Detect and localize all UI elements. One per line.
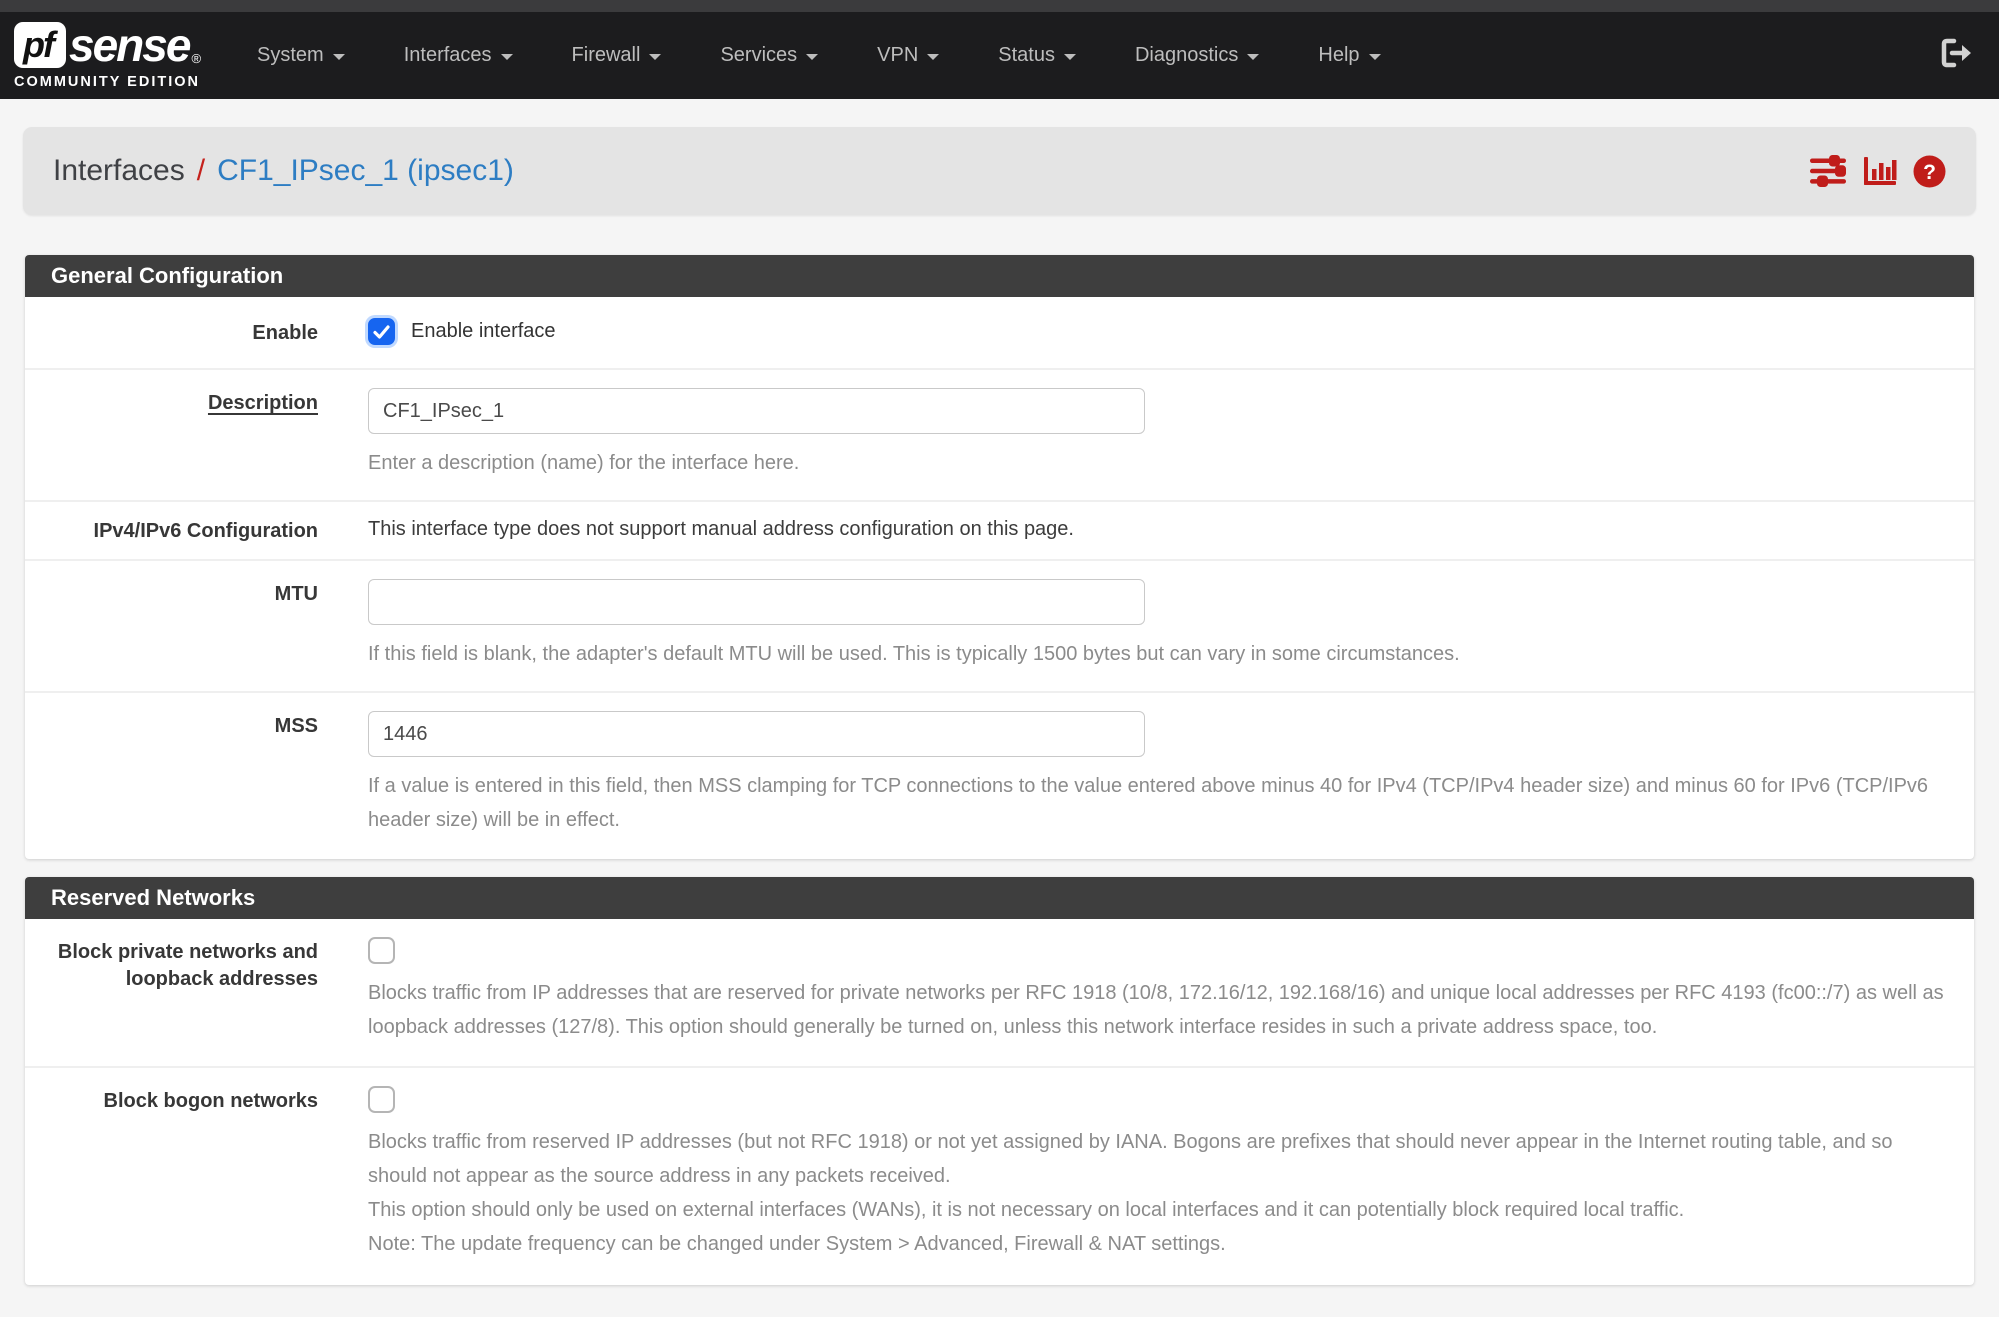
- nav-item-label: Help: [1318, 44, 1360, 66]
- chevron-down-icon: [1247, 54, 1259, 60]
- enable-interface-checkbox[interactable]: [368, 318, 395, 345]
- block-bogon-networks-checkbox[interactable]: [368, 1086, 395, 1113]
- pf-logo-box: [14, 22, 66, 68]
- nav-item-diagnostics[interactable]: [1135, 44, 1259, 67]
- enable-label: Enable: [252, 322, 318, 344]
- community-edition-label: COMMUNITY EDITION: [14, 73, 200, 90]
- block-bogon-networks-label: Block bogon networks: [103, 1090, 318, 1112]
- mtu-label: MTU: [274, 583, 318, 605]
- nav-item-help[interactable]: [1318, 44, 1380, 67]
- nav-item-label: Interfaces: [403, 44, 492, 66]
- row-mtu: [25, 561, 1974, 693]
- panel-body: [25, 919, 1974, 1285]
- sliders-icon[interactable]: [1809, 155, 1847, 187]
- breadcrumb-page-link[interactable]: CF1_IPsec_1 (ipsec1): [217, 154, 514, 187]
- description-input[interactable]: [368, 388, 1145, 434]
- breadcrumb-separator: /: [196, 154, 206, 187]
- breadcrumb: [53, 154, 514, 188]
- chevron-down-icon: [333, 54, 345, 60]
- nav-item-vpn[interactable]: [877, 44, 939, 67]
- chevron-down-icon: [649, 54, 661, 60]
- chevron-down-icon: [927, 54, 939, 60]
- pf-logo-text: pf: [23, 23, 53, 65]
- row-description: [25, 370, 1974, 502]
- chevron-down-icon: [806, 54, 818, 60]
- chevron-down-icon: [501, 54, 513, 60]
- window-top-strip: [0, 0, 1999, 12]
- row-ip-configuration: [25, 502, 1974, 561]
- mss-label: MSS: [274, 715, 318, 737]
- svg-text:?: ?: [1923, 160, 1936, 184]
- breadcrumb-bar: [23, 127, 1976, 215]
- panel-body: [25, 297, 1974, 859]
- block-bogon-networks-help-line-1: Blocks traffic from reserved IP addresses (but not RFC 1918) or not yet assigned by IANA. Bogons are prefixes that should never appear in the Internet routing table, and so should not appear as the source address in any packets received.: [368, 1131, 1893, 1187]
- mss-input[interactable]: [368, 711, 1145, 757]
- reserved-networks-panel: [25, 877, 1974, 1285]
- panel-title: Reserved Networks: [25, 877, 1974, 919]
- chevron-down-icon: [1369, 54, 1381, 60]
- chevron-down-icon: [1064, 54, 1076, 60]
- ip-configuration-text: This interface type does not support manual address configuration on this page.: [368, 518, 1074, 540]
- pfsense-logo[interactable]: [14, 18, 202, 90]
- block-private-networks-checkbox[interactable]: [368, 937, 395, 964]
- row-enable: [25, 297, 1974, 370]
- nav-item-label: VPN: [877, 44, 919, 66]
- nav-item-label: Firewall: [571, 44, 641, 66]
- row-block-private-networks: [25, 919, 1974, 1068]
- mtu-input[interactable]: [368, 579, 1145, 625]
- general-configuration-panel: [25, 255, 1974, 859]
- nav-item-label: System: [257, 44, 324, 66]
- main-nav: [257, 44, 1439, 67]
- question-circle-icon[interactable]: [1913, 155, 1946, 188]
- row-mss: [25, 693, 1974, 859]
- top-navbar: [0, 12, 1999, 99]
- nav-item-interfaces[interactable]: [404, 44, 513, 67]
- mss-help-text: If a value is entered in this field, then MSS clamping for TCP connections to the value entered above minus 40 for IPv4 (TCP/IPv4 header size) and minus 60 for IPv6 (TCP/IPv6 header size) will be in effect.: [368, 775, 1929, 831]
- registered-mark: ®: [191, 50, 202, 66]
- nav-item-status[interactable]: [998, 44, 1076, 67]
- nav-item-label: Status: [998, 44, 1055, 66]
- block-private-networks-help-text: Blocks traffic from IP addresses that are reserved for private networks per RFC 1918 (10/8, 172.16/12, 192.168/16) and unique local addresses per RFC 4193 (fc00::/7) as well as loopback addresses (127/8). This option should generally be turned on, unless this network interface resides in such a private address space, too.: [368, 982, 1944, 1038]
- breadcrumb-section: Interfaces: [53, 154, 185, 187]
- nav-item-system[interactable]: [257, 44, 345, 67]
- description-help-text: Enter a description (name) for the interface here.: [368, 452, 800, 474]
- sense-logo-text: sense: [69, 18, 190, 71]
- block-bogon-networks-help-line-2: This option should only be used on external interfaces (WANs), it is not necessary on local interfaces and it can potentially block required local traffic.: [368, 1199, 1685, 1221]
- breadcrumb-actions: [1809, 155, 1946, 188]
- mtu-help-text: If this field is blank, the adapter's default MTU will be used. This is typically 1500 bytes but can vary in some circumstances.: [368, 643, 1460, 665]
- description-label: Description: [207, 392, 318, 414]
- ip-configuration-label: IPv4/IPv6 Configuration: [93, 520, 318, 542]
- nav-item-label: Diagnostics: [1134, 44, 1239, 66]
- nav-item-services[interactable]: [720, 44, 818, 67]
- enable-interface-checkbox-label: Enable interface: [411, 320, 556, 342]
- nav-item-firewall[interactable]: [572, 44, 662, 67]
- nav-item-label: Services: [720, 44, 798, 66]
- block-private-networks-label: Block private networks and loopback addresses: [57, 941, 318, 990]
- logout-button[interactable]: [1939, 37, 1973, 74]
- pfsense-logo-row: [14, 18, 202, 71]
- bar-chart-icon[interactable]: [1863, 155, 1897, 187]
- block-bogon-networks-help-line-3: Note: The update frequency can be changed under System > Advanced, Firewall & NAT settings.: [368, 1233, 1226, 1255]
- row-block-bogon-networks: [25, 1068, 1974, 1285]
- panel-title: General Configuration: [25, 255, 1974, 297]
- sign-out-icon: [1939, 37, 1973, 74]
